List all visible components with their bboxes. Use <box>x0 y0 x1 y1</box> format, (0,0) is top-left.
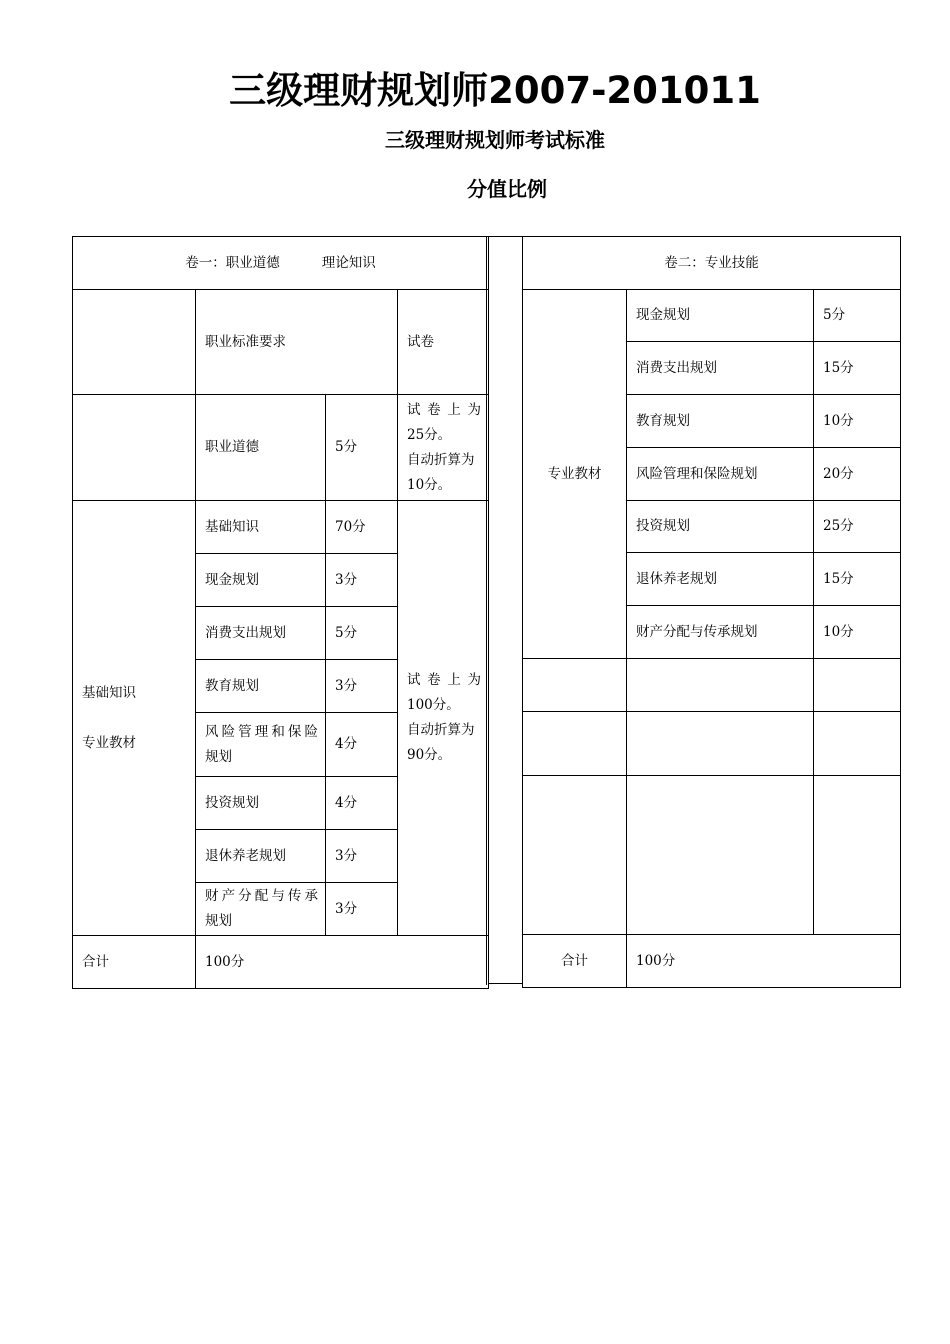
ethics-label: 职业道德 <box>196 395 326 501</box>
row-name: 财产分配与传承规划 <box>627 606 814 659</box>
empty-cell <box>814 712 901 776</box>
paper2-header: 卷二：专业技能 <box>523 237 901 290</box>
empty-cell <box>523 659 627 712</box>
total-value: 100分 <box>196 936 489 989</box>
note-line: 25分。 <box>407 426 452 443</box>
row-name <box>196 883 326 936</box>
row-name: 现金规划 <box>627 290 814 342</box>
empty-cell <box>627 776 814 935</box>
row-score: 4分 <box>326 777 398 830</box>
table-divider <box>488 236 522 984</box>
row-score: 25分 <box>814 501 901 553</box>
row-name: 现金规划 <box>196 554 326 607</box>
row-name: 风险管理和保险规划 <box>627 448 814 501</box>
ethics-score: 5分 <box>326 395 398 501</box>
col-paper: 试卷 <box>398 290 489 395</box>
note-line: 自动折算为 <box>407 451 475 468</box>
group-label-1: 基础知识 <box>82 684 136 701</box>
row-score: 3分 <box>326 554 398 607</box>
ethics-note <box>398 395 489 501</box>
divider-line <box>486 236 487 985</box>
paper2-table <box>522 236 901 988</box>
document-title: 三级理财规划师2007-201011 <box>229 69 761 112</box>
row-name-line1: 风险管理和保险 <box>205 723 318 740</box>
note-line: 10分。 <box>407 476 452 493</box>
row-score: 4分 <box>326 713 398 777</box>
row-score: 70分 <box>326 501 398 554</box>
row-name <box>196 713 326 777</box>
empty-cell <box>523 776 627 935</box>
paper1-header <box>73 237 489 290</box>
row-score: 10分 <box>814 395 901 448</box>
row-score: 5分 <box>814 290 901 342</box>
row-score: 3分 <box>326 830 398 883</box>
total-label: 合计 <box>523 935 627 988</box>
blank-cell <box>73 290 196 395</box>
group-label <box>73 501 196 936</box>
row-name: 教育规划 <box>196 660 326 713</box>
row-name: 投资规划 <box>196 777 326 830</box>
note-line: 100分。 <box>407 697 460 713</box>
col-requirement: 职业标准要求 <box>196 290 398 395</box>
total-label: 合计 <box>73 936 196 989</box>
document-subtitle: 三级理财规划师考试标准 <box>385 128 605 152</box>
row-name-line2: 规划 <box>205 913 232 929</box>
row-score: 15分 <box>814 553 901 606</box>
paper1-header-b: 理论知识 <box>321 254 376 271</box>
row-name: 教育规划 <box>627 395 814 448</box>
empty-cell <box>814 659 901 712</box>
row-name: 消费支出规划 <box>627 342 814 395</box>
row-name: 消费支出规划 <box>196 607 326 660</box>
empty-cell <box>627 712 814 776</box>
row-name: 退休养老规划 <box>196 830 326 883</box>
note-line: 90分。 <box>407 747 452 763</box>
row-score: 20分 <box>814 448 901 501</box>
paper2-group-label: 专业教材 <box>523 290 627 659</box>
row-name: 投资规划 <box>627 501 814 553</box>
empty-cell <box>627 659 814 712</box>
total-value: 100分 <box>627 935 901 988</box>
row-score: 3分 <box>326 883 398 936</box>
blank-cell <box>73 395 196 501</box>
row-name: 退休养老规划 <box>627 553 814 606</box>
paper1-table <box>72 236 489 989</box>
row-score: 15分 <box>814 342 901 395</box>
note-line: 试卷上为 <box>407 401 481 418</box>
empty-cell <box>814 776 901 935</box>
row-name-line1: 财产分配与传承 <box>205 888 318 904</box>
empty-cell <box>523 712 627 776</box>
group-note <box>398 501 489 936</box>
row-score: 5分 <box>326 607 398 660</box>
row-name-line2: 规划 <box>205 748 232 765</box>
row-score: 10分 <box>814 606 901 659</box>
section-heading: 分值比例 <box>467 177 547 201</box>
row-score: 3分 <box>326 660 398 713</box>
note-line: 自动折算为 <box>407 722 475 738</box>
note-line: 试卷上为 <box>407 672 481 688</box>
group-label-2: 专业教材 <box>82 734 136 751</box>
row-name: 基础知识 <box>196 501 326 554</box>
paper1-header-a: 卷一：职业道德 <box>185 254 280 271</box>
